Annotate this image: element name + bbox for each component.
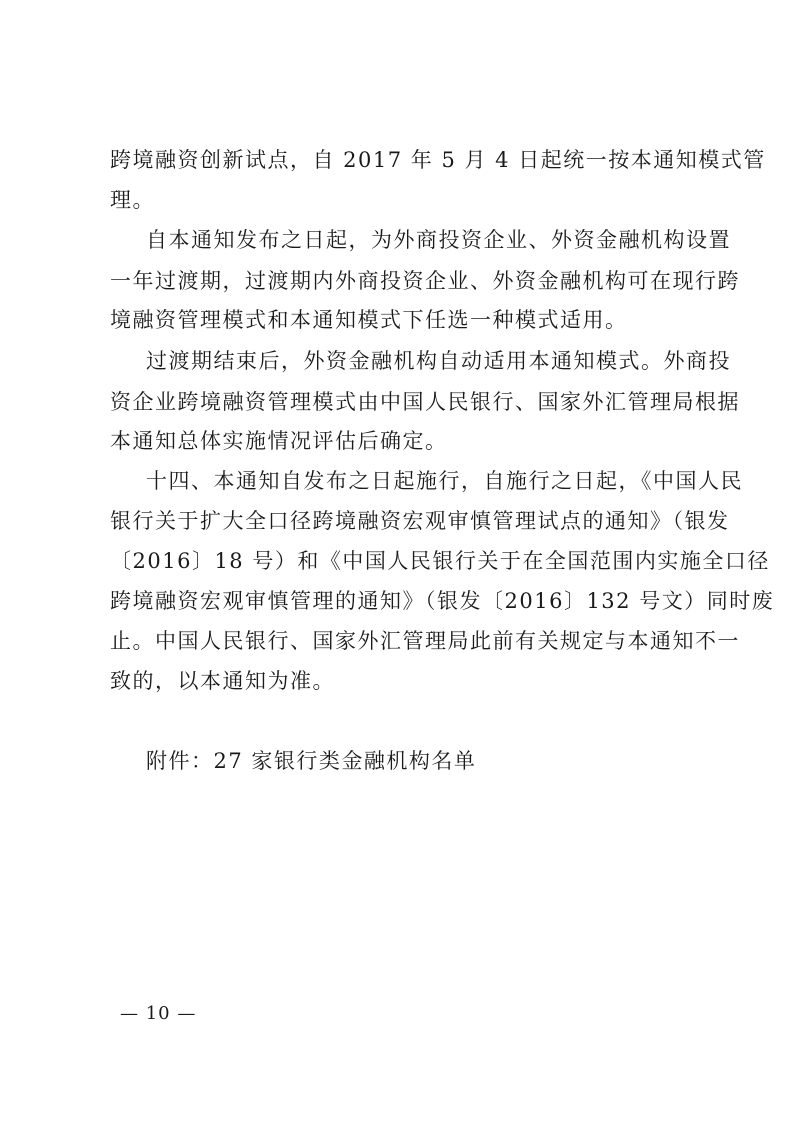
- text-line-2: 理。: [110, 188, 155, 212]
- attachment-line: 附件：27 家银行类金融机构名单: [146, 749, 477, 773]
- text-line-12: 跨境融资宏观审慎管理的通知》（银发〔2016〕132 号文）同时废: [110, 589, 775, 613]
- text-line-4: 一年过渡期，过渡期内外商投资企业、外资金融机构可在现行跨: [110, 269, 740, 293]
- text-line-9: 十四、本通知自发布之日起施行，自施行之日起，《中国人民: [146, 469, 743, 493]
- text-line-3: 自本通知发布之日起，为外商投资企业、外资金融机构设置: [146, 228, 731, 252]
- text-line-6: 过渡期结束后，外资金融机构自动适用本通知模式。外商投: [146, 349, 731, 373]
- text-line-10: 银行关于扩大全口径跨境融资宏观审慎管理试点的通知》（银发: [110, 509, 730, 533]
- text-line-5: 境融资管理模式和本通知模式下任选一种模式适用。: [110, 308, 628, 332]
- page-number: — 10 —: [120, 1003, 197, 1024]
- text-line-8: 本通知总体实施情况评估后确定。: [110, 429, 448, 453]
- text-line-7: 资企业跨境融资管理模式由中国人民银行、国家外汇管理局根据: [110, 390, 740, 414]
- text-line-1: 跨境融资创新试点，自 2017 年 5 月 4 日起统一按本通知模式管: [110, 148, 766, 172]
- text-line-13: 止。中国人民银行、国家外汇管理局此前有关规定与本通知不一: [110, 629, 740, 653]
- text-line-14: 致的，以本通知为准。: [110, 669, 335, 693]
- text-line-11: 〔2016〕18 号）和《中国人民银行关于在全国范围内实施全口径: [110, 549, 770, 573]
